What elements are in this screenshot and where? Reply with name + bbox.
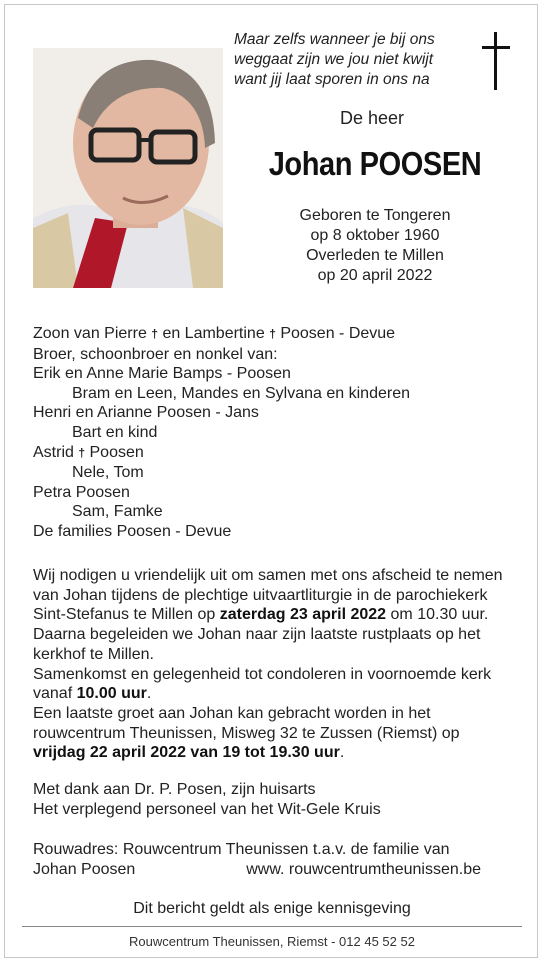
family-line: Astrid † Poosen (33, 443, 144, 461)
notice-text: Dit bericht geldt als enige kennisgeving (133, 900, 411, 917)
quote-line: Maar zelfs wanneer je bij ons (234, 31, 435, 48)
birth-place: Geboren te Tongeren (299, 207, 451, 224)
family-line: Bram en Leen, Mandes en Sylvana en kinderen (72, 384, 410, 402)
address-name: Johan Poosen (33, 860, 136, 878)
family-line: Erik en Anne Marie Bamps - Poosen (33, 365, 291, 383)
family-line: Sam, Famke (72, 503, 163, 521)
dagger-icon: † (269, 327, 276, 341)
footer-contact: Rouwcentrum Theunissen, Riemst - 012 45 52 52 (129, 934, 415, 949)
website-link[interactable]: www. rouwcentrumtheunissen.be (246, 860, 481, 878)
family-line: Petra Poosen (33, 483, 130, 501)
death-date: op 20 april 2022 (317, 267, 433, 284)
family-line: De families Poosen - Devue (33, 522, 232, 540)
footer-divider (22, 926, 522, 927)
family-line: Bart en kind (72, 423, 158, 441)
quote-line: weggaat zijn we jou niet kwijt (234, 51, 434, 68)
thanks-line: Het verplegend personeel van het Wit-Gele Kruis (33, 800, 381, 818)
birth-date: op 8 oktober 1960 (310, 227, 440, 244)
family-line: Henri en Arianne Poosen - Jans (33, 404, 259, 422)
family-line: Zoon van Pierre † en Lambertine † Poosen - Devue (33, 325, 396, 342)
invitation-paragraph: Samenkomst en gelegenheid tot condoleren in voornoemde kerk vanaf 10.00 uur. (33, 665, 492, 703)
quote-line: want jij laat sporen in ons na (234, 71, 430, 88)
address-line: Rouwadres: Rouwcentrum Theunissen t.a.v. de familie van (33, 841, 450, 858)
honorific: De heer (339, 108, 405, 128)
death-place: Overleden te Millen (306, 247, 444, 264)
funeral-invitation (33, 566, 503, 763)
cross-icon (480, 32, 512, 90)
family-list (33, 324, 503, 542)
acknowledgements (33, 780, 503, 819)
thanks-line: Met dank aan Dr. P. Posen, zijn huisarts (33, 781, 316, 798)
life-dates (260, 206, 490, 286)
portrait-photo (33, 48, 223, 288)
dagger-icon: † (151, 327, 158, 341)
invitation-paragraph: Een laatste groet aan Johan kan gebracht worden in het rouwcentrum Theunissen, Misweg 32 te Zussen (Riemst) op vrijdag 22 april 2022 van 19 tot 19.30 uur. (33, 704, 460, 762)
family-line: Broer, schoonbroer en nonkel van: (33, 345, 278, 363)
mourning-address (33, 840, 503, 879)
deceased-name: Johan POOSEN (268, 145, 482, 182)
dagger-icon: † (78, 445, 86, 460)
memorial-quote (234, 30, 469, 90)
invitation-paragraph: Wij nodigen u vriendelijk uit om samen met ons afscheid te nemen van Johan tijdens de plechtige uitvaartliturgie in de parochiekerk Sint-Stefanus te Millen op zaterdag 23 april 2022 om 10.30 uur. Daarna begeleiden we Johan naar zijn laatste rustplaats op het kerkhof te Millen. (33, 567, 503, 663)
family-line: Nele, Tom (72, 464, 144, 482)
